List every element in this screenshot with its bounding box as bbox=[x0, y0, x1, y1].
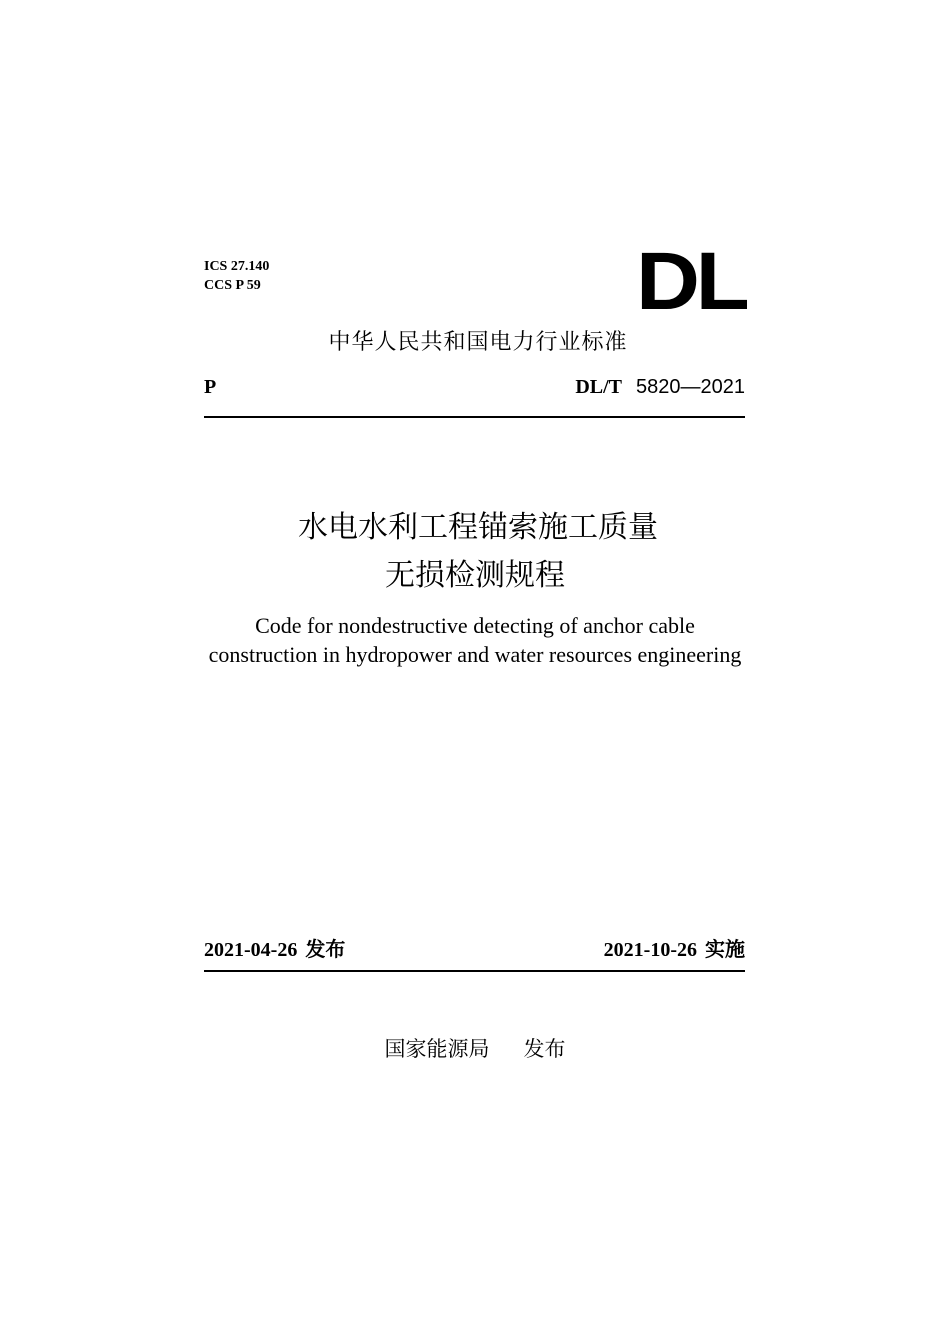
standard-type-title: 中华人民共和国电力行业标准 bbox=[328, 330, 628, 355]
implementation-date-label: 实施 bbox=[705, 937, 745, 961]
title-cn-line2: 无损检测规程 bbox=[385, 558, 565, 593]
publisher bbox=[0, 1034, 950, 1064]
issue-date-label: 发布 bbox=[305, 937, 346, 961]
top-divider bbox=[204, 416, 745, 418]
implementation-date bbox=[604, 935, 745, 964]
publisher-action: 发布 bbox=[523, 1037, 566, 1061]
issue-date bbox=[204, 935, 345, 964]
standard-number-value: 5820—2021 bbox=[636, 376, 745, 398]
implementation-date-value: 2021-10-26 bbox=[603, 939, 697, 961]
title-cn-line1: 水电水利工程锚索施工质量 bbox=[298, 510, 658, 545]
ccs-code: CCS P 59 bbox=[204, 278, 261, 293]
classification-codes bbox=[204, 257, 269, 295]
bottom-divider bbox=[204, 970, 745, 972]
standard-number-prefix: DL/T bbox=[575, 376, 623, 398]
title-en-line2: construction in hydropower and water resources engineering bbox=[208, 642, 742, 667]
category-code: P bbox=[204, 376, 217, 398]
standard-number bbox=[575, 374, 745, 400]
publisher-name: 国家能源局 bbox=[384, 1037, 490, 1061]
issue-date-value: 2021-04-26 bbox=[204, 939, 298, 961]
dl-logo: DL bbox=[636, 236, 746, 327]
ics-code: ICS 27.140 bbox=[204, 259, 270, 274]
title-en-line1: Code for nondestructive detecting of anchor cable bbox=[255, 613, 695, 638]
